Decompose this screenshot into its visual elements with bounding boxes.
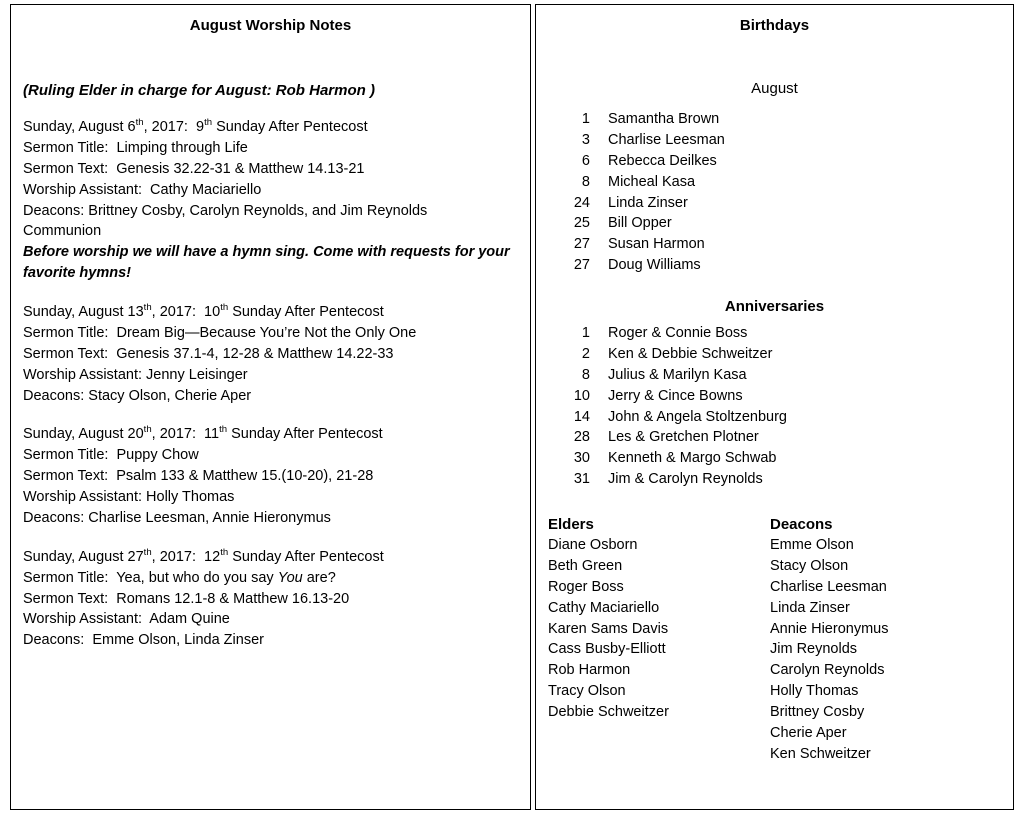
entry-name: Doug Williams (608, 257, 701, 274)
entry-name: Micheal Kasa (608, 173, 696, 190)
date-ordinal-suffix: th (143, 302, 152, 314)
entry-day: 30 (573, 450, 590, 467)
sunday-ordinal-suffix: th (220, 302, 229, 314)
deacon-name: Jim Reynolds (770, 641, 858, 658)
anniversary-entry (548, 323, 1001, 344)
elder-name: Cass Busby-Elliott (548, 641, 666, 658)
worship-notes-body (11, 82, 530, 651)
worship-notes-panel (10, 4, 531, 810)
deacons-list (770, 535, 888, 765)
entry-name: Samantha Brown (608, 111, 720, 127)
service-date-line: Sunday, August 27th, 2017: 12th Sunday After Pentecost (23, 546, 384, 565)
anniversary-entry (548, 469, 1001, 490)
birthday-entry (548, 193, 1001, 214)
deacon-name: Charlise Leesman (770, 578, 887, 595)
birthday-list (548, 109, 1001, 276)
sunday-ordinal-suffix: th (204, 117, 213, 129)
birthday-entry (548, 130, 1001, 151)
elder-name: Roger Boss (548, 578, 624, 595)
entry-day: 3 (581, 131, 590, 148)
birthday-entry (548, 109, 1001, 130)
service-detail-line: Sermon Title: Puppy Chow (23, 447, 199, 464)
entry-day: 14 (573, 408, 590, 425)
entry-name: Kenneth & Margo Schwab (608, 450, 777, 467)
service-detail-line: Deacons: Brittney Cosby, Carolyn Reynolds, and Jim Reynolds (23, 202, 428, 219)
service-detail-line: Sermon Text: Genesis 37.1-4, 12-28 & Matthew 14.22-33 (23, 345, 394, 362)
service-detail-line: Sermon Title: Dream Big—Because You’re Not the Only One (23, 324, 417, 341)
service-detail-line: Deacons: Charlise Leesman, Annie Hieronymus (23, 509, 331, 526)
deacon-name: Carolyn Reynolds (770, 662, 885, 679)
worship-service-entry (23, 547, 522, 651)
entry-day: 1 (581, 111, 590, 127)
birthday-entry (548, 172, 1001, 193)
deacon-name: Cherie Aper (770, 724, 847, 741)
ruling-elder-line: (Ruling Elder in charge for August: Rob Harmon ) (23, 82, 375, 99)
worship-service-entry (23, 424, 522, 528)
entry-day: 8 (581, 173, 590, 190)
emphasized-word: You (277, 569, 303, 586)
deacon-name: Linda Zinser (770, 599, 850, 616)
service-detail-line: Deacons: Emme Olson, Linda Zinser (23, 632, 264, 649)
entry-name: Bill Opper (608, 215, 672, 232)
entry-name: Jerry & Cince Bowns (608, 387, 743, 404)
elder-name: Debbie Schweitzer (548, 704, 669, 720)
elders-list (548, 535, 770, 723)
elder-name: Tracy Olson (548, 683, 626, 700)
deacon-name: Ken Schweitzer (770, 745, 871, 762)
deacon-name: Emme Olson (770, 537, 854, 553)
entry-day: 1 (581, 325, 590, 341)
elder-name: Beth Green (548, 557, 623, 574)
deacon-name: Holly Thomas (770, 683, 859, 700)
anniversary-list (548, 323, 1001, 490)
entry-day: 2 (581, 345, 590, 362)
worship-service-entry (23, 302, 522, 406)
entry-name: Roger & Connie Boss (608, 325, 748, 341)
entry-day: 24 (573, 194, 590, 211)
service-date-line: Sunday, August 6th, 2017: 9th Sunday After Pentecost (23, 117, 368, 135)
service-detail-line: Sermon Title: Yea, but who do you say You are? (23, 569, 336, 586)
entry-day: 27 (573, 257, 590, 274)
birthdays-title: Birthdays (739, 17, 810, 34)
deacon-name: Annie Hieronymus (770, 620, 889, 637)
birthday-entry (548, 234, 1001, 255)
sunday-ordinal-suffix: th (219, 424, 228, 436)
deacon-name: Brittney Cosby (770, 704, 865, 720)
service-detail-line: Communion (23, 223, 102, 240)
service-detail-line: Sermon Text: Genesis 32.22-31 & Matthew 14.13-21 (23, 160, 365, 177)
sunday-ordinal-suffix: th (220, 546, 229, 558)
service-detail-line: Sermon Text: Romans 12.1-8 & Matthew 16.13-20 (23, 590, 350, 607)
service-detail-line: Worship Assistant: Holly Thomas (23, 489, 235, 505)
anniversaries-heading: Anniversaries (724, 298, 825, 315)
entry-name: Jim & Carolyn Reynolds (608, 471, 763, 488)
entry-day: 6 (581, 152, 590, 169)
service-detail-line: Worship Assistant: Jenny Leisinger (23, 366, 248, 383)
elder-name: Diane Osborn (548, 537, 638, 553)
elders-heading: Elders (548, 516, 594, 533)
entry-name: Les & Gretchen Plotner (608, 429, 759, 446)
birthday-entry (548, 255, 1001, 276)
worship-notes-title: August Worship Notes (189, 17, 352, 34)
officers-columns (548, 516, 1001, 765)
birthdays-panel (535, 4, 1014, 810)
deacons-column (770, 516, 888, 765)
worship-service-entry (23, 117, 522, 284)
elder-name: Rob Harmon (548, 662, 631, 679)
anniversary-entry (548, 427, 1001, 448)
anniversary-entry (548, 407, 1001, 428)
entry-name: Linda Zinser (608, 194, 688, 211)
birthday-entry (548, 213, 1001, 234)
entry-day: 31 (573, 471, 590, 488)
service-detail-line: Worship Assistant: Cathy Maciariello (23, 181, 262, 198)
entry-day: 8 (581, 366, 590, 383)
entry-day: 27 (573, 236, 590, 253)
date-ordinal-suffix: th (143, 546, 152, 558)
service-note: Before worship we will have a hymn sing. Come with requests for your favorite hymns! (23, 244, 510, 282)
anniversary-entry (548, 386, 1001, 407)
date-ordinal-suffix: th (135, 117, 144, 129)
entry-name: Julius & Marilyn Kasa (608, 366, 747, 383)
date-ordinal-suffix: th (143, 424, 152, 436)
entry-name: Rebecca Deilkes (608, 152, 717, 169)
entry-name: Ken & Debbie Schweitzer (608, 345, 773, 362)
service-detail-line: Sermon Text: Psalm 133 & Matthew 15.(10-20), 21-28 (23, 468, 374, 485)
birthday-entry (548, 151, 1001, 172)
anniversary-entry (548, 365, 1001, 386)
entry-name: Charlise Leesman (608, 131, 725, 148)
entry-day: 28 (573, 429, 590, 446)
elders-column (548, 516, 770, 765)
entry-name: Susan Harmon (608, 236, 705, 253)
service-detail-line: Worship Assistant: Adam Quine (23, 611, 230, 628)
anniversary-entry (548, 344, 1001, 365)
service-detail-line: Deacons: Stacy Olson, Cherie Aper (23, 387, 252, 404)
deacons-heading: Deacons (770, 516, 833, 533)
entry-day: 25 (573, 215, 590, 232)
birthday-month-label: August (751, 80, 798, 97)
service-date-line: Sunday, August 20th, 2017: 11th Sunday After Pentecost (23, 424, 383, 443)
elder-name: Karen Sams Davis (548, 620, 669, 637)
service-list (23, 117, 522, 651)
birthdays-body (536, 80, 1013, 765)
anniversary-entry (548, 448, 1001, 469)
entry-day: 10 (573, 387, 590, 404)
service-detail-line: Sermon Title: Limping through Life (23, 139, 248, 156)
elder-name: Cathy Maciariello (548, 599, 660, 616)
entry-name: John & Angela Stoltzenburg (608, 408, 787, 425)
service-date-line: Sunday, August 13th, 2017: 10th Sunday After Pentecost (23, 302, 384, 320)
deacon-name: Stacy Olson (770, 557, 849, 574)
